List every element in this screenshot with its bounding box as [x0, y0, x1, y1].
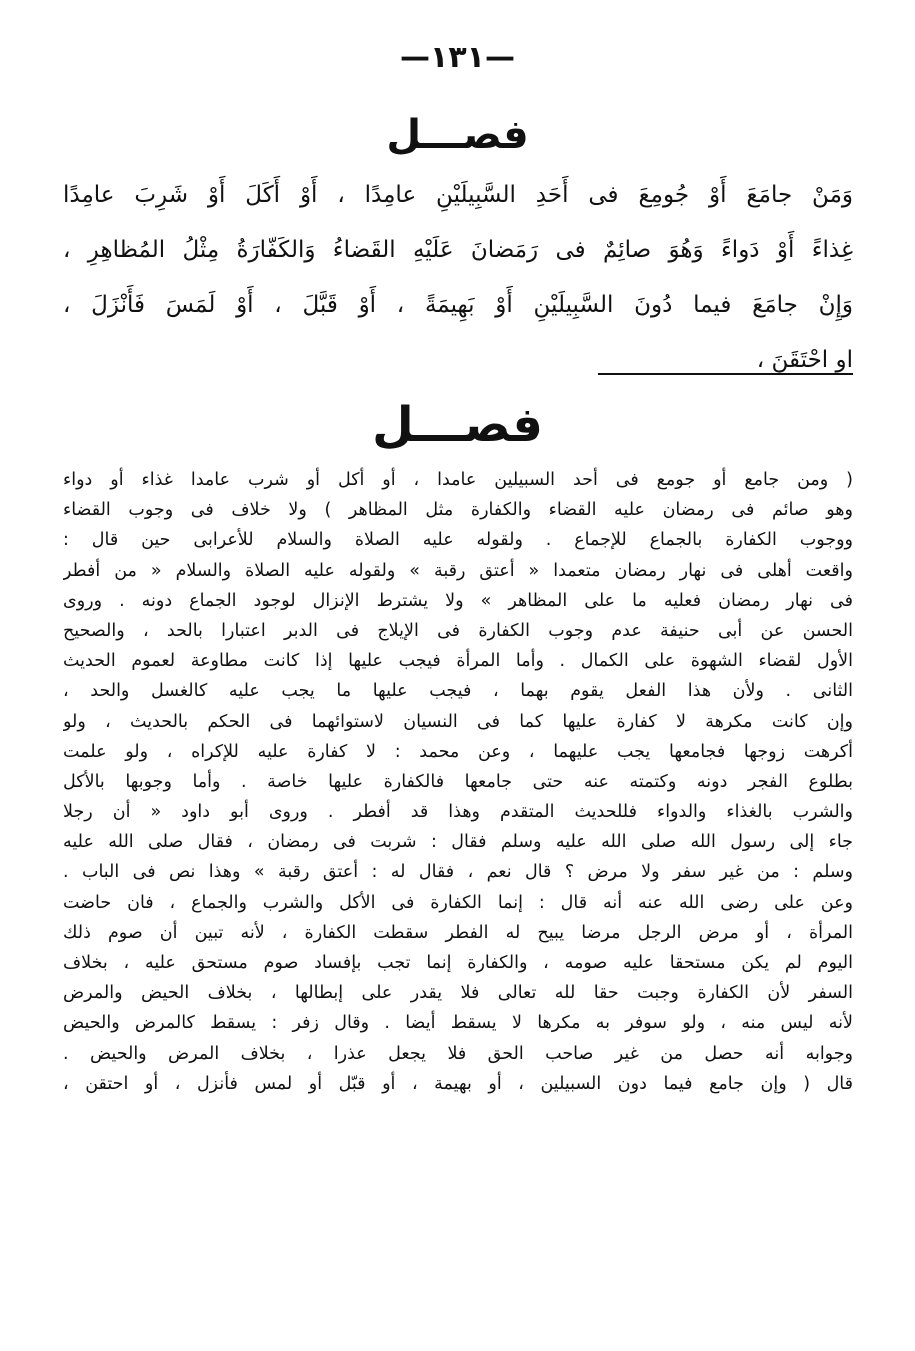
sharh-line: وعن على رضى الله عنه أنه قال : إنما الكفارة فى الأكل والشرب والجماع ، فان حاضت	[63, 892, 853, 913]
sharh-line: الثانى . ولأن هذا الفعل يقوم بهما ، فيجب عليها ما يجب عليه كالغسل والحد ،	[63, 681, 853, 702]
sharh-line: الحسن عن أبى حنيفة عدم وجوب الكفارة فى الإيلاج فى الدبر اعتبارا بالحد ، والصحيح	[63, 620, 853, 641]
sharh-line: وإن كانت مكرهة لا كفارة عليها كما فى النسيان لاستوائهما فى الحكم بالحديث ، ولو	[63, 711, 853, 732]
matn-line: وَإِنْ جامَعَ فيما دُونَ السَّبِيلَيْنِ أَوْ بَهِيمَةً ، أَوْ قَبَّلَ ، أَوْ لَمَسَ فَأَنْزَلَ ،	[63, 292, 853, 318]
sharh-line: أكرهت زوجها فجامعها يجب عليهما ، وعن محمد : لا كفارة عليه للإكراه ، ولو علمت	[63, 741, 853, 762]
sharh-line: اليوم لم يكن مستحقا عليه صومه ، والكفارة إنما تجب بإفساد صوم مستحق عليه ، بخلاف	[63, 953, 853, 973]
sharh-line: والشرب بالغذاء والدواء فللحديث المتقدم وهذا قد أفطر . وروى أبو داود « أن رجلا	[63, 802, 853, 823]
sharh-line: بطلوع الفجر دونه وكتمته عنه حتى جامعها فالكفارة عليها خاصة . وأما وجوبها بالأكل	[63, 771, 853, 792]
sharh-line: وجوابه أنه حصل من غير صاحب الحق فلا يجعل عذرا ، بخلاف المرض والحيض .	[63, 1043, 853, 1064]
sharh-line: وسلم : من غير سفر ولا مرض ؟ قال نعم ، فقال له : أعتق رقبة » وهذا نص فى الباب .	[63, 862, 853, 883]
sharh-line: قال ( وإن جامع فيما دون السبيلين ، أو بهيمة ، أو قبّل أو لمس فأنزل ، أو احتقن ،	[63, 1073, 853, 1094]
sharh-line: السفر لأن الكفارة وجبت حقا لله تعالى فلا يقدر على إبطالها ، بخلاف الحيض والمرض	[63, 983, 853, 1004]
matn-line: غِذاءً أَوْ دَواءً وَهُوَ صائِمٌ فى رَمَضانَ عَلَيْهِ القَضاءُ وَالكَفّارَةُ مِثْلُ المُظاهِرِ ،	[63, 237, 853, 263]
section-heading-sharh: فصـــل	[372, 397, 543, 453]
section-heading-matn: فصـــل	[386, 112, 529, 158]
sharh-line: وهو صائم فى رمضان عليه القضاء والكفارة مثل المظاهر ) ولا خلاف فى وجوب القضاء	[63, 500, 853, 521]
sharh-line: الأول لقضاء الشهوة على الكمال . وأما المرأة فيجب عليها إذا كانت مطاوعة لعموم الحديث	[63, 651, 853, 672]
matn-line: او احْتَقَنَ ،	[756, 347, 853, 373]
sharh-line: فى نهار رمضان فعليه ما على المظاهر » ولا يشترط الإنزال لوجود الجماع دونه . وروى	[63, 590, 853, 611]
sharh-line: لأنه ليس منه ، ولو سوفر به مكرها لا يسقط أيضا . وقال زفر : يسقط كالمرض والحيض	[63, 1013, 853, 1034]
matn-line: وَمَنْ جامَعَ أَوْ جُومِعَ فى أَحَدِ السَّبِيلَيْنِ عامِدًا ، أَوْ أَكَلَ أَوْ شَرِبَ عامِدًا	[63, 182, 853, 208]
sharh-text	[63, 465, 853, 1099]
page-number: —١٣١—	[400, 40, 515, 75]
sharh-line: ووجوب الكفارة بالجماع للإجماع . ولقوله عليه الصلاة والسلام للأعرابى حين قال :	[63, 530, 853, 551]
matn-text	[63, 168, 853, 388]
sharh-line: المرأة ، أو مرض الرجل مرضا يبيح له الفطر سقطت الكفارة ، لأنه تبين أن صوم ذلك	[63, 922, 853, 943]
sharh-line: جاء إلى رسول الله صلى الله عليه وسلم فقال : شربت فى رمضان ، فقال صلى الله عليه	[63, 832, 853, 853]
sharh-line: ( ومن جامع أو جومع فى أحد السبيلين عامدا ، أو أكل أو شرب عامدا غذاء أو دواء	[63, 470, 853, 490]
section-divider	[598, 373, 853, 375]
sharh-line: واقعت أهلى فى نهار رمضان متعمدا « أعتق رقبة » ولقوله عليه الصلاة والسلام « من أفطر	[63, 560, 853, 581]
